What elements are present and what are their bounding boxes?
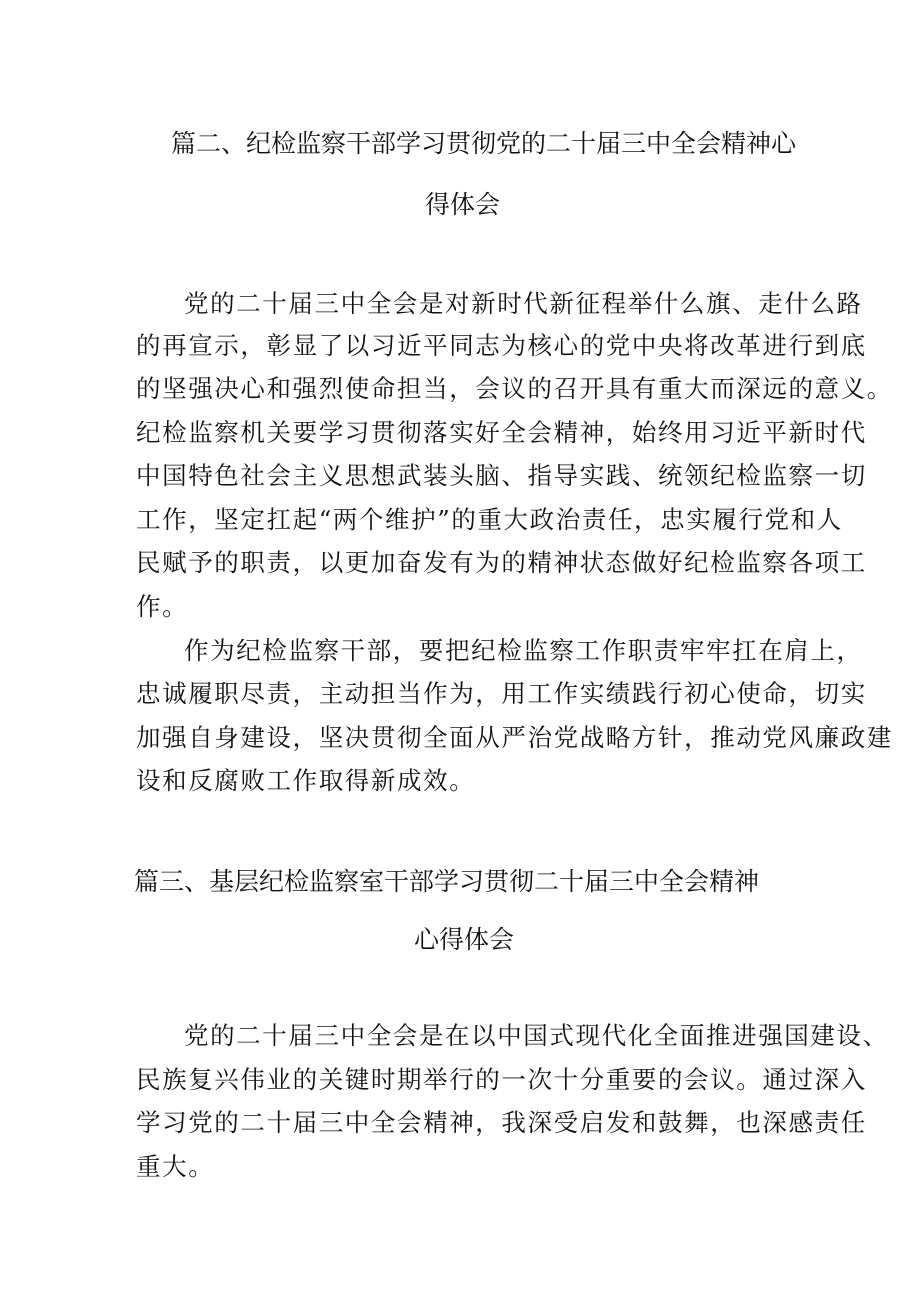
paragraph-line: 作。	[136, 592, 189, 621]
paragraph-line: 民赋予的职责，以更加奋发有为的精神状态做好纪检监察各项工	[136, 548, 867, 577]
section-title-line: 心得体会	[414, 925, 515, 954]
paragraph-line: 的坚强决心和强烈使命担当，会议的召开具有重大而深远的意义。	[136, 374, 893, 403]
paragraph-line: 的再宣示，彰显了以习近平同志为核心的党中央将改革进行到底	[136, 331, 867, 360]
paragraph-line: 设和反腐败工作取得新成效。	[136, 766, 476, 795]
paragraph-line: 党的二十届三中全会是对新时代新征程举什么旗、走什么路	[184, 289, 863, 318]
paragraph-line: 作为纪检监察干部，要把纪检监察工作职责牢牢扛在肩上，	[184, 636, 863, 665]
paragraph-line: 学习党的二十届三中全会精神，我深受启发和鼓舞，也深感责任	[136, 1108, 867, 1137]
paragraph-line: 党的二十届三中全会是在以中国式现代化全面推进强国建设、	[184, 1021, 889, 1050]
paragraph-line: 民族复兴伟业的关键时期举行的一次十分重要的会议。通过深入	[136, 1065, 867, 1094]
paragraph-line: 忠诚履职尽责，主动担当作为，用工作实绩践行初心使命，切实	[136, 679, 867, 708]
paragraph-line: 重大。	[136, 1152, 215, 1181]
paragraph-line: 纪检监察机关要学习贯彻落实好全会精神，始终用习近平新时代	[136, 418, 867, 447]
section-title-line: 篇三、基层纪检监察室干部学习贯彻二十届三中全会精神	[134, 867, 760, 896]
paragraph-line: 加强自身建设，坚决贯彻全面从严治党战略方针，推动党风廉政建	[136, 723, 893, 752]
section-title-line: 篇二、纪检监察干部学习贯彻党的二十届三中全会精神心	[171, 129, 797, 158]
section-title-line: 得体会	[425, 190, 501, 219]
paragraph-line: 中国特色社会主义思想武装头脑、指导实践、统领纪检监察一切	[136, 461, 867, 490]
paragraph-line: 工作，坚定扛起“两个维护”的重大政治责任，忠实履行党和人	[136, 505, 843, 534]
